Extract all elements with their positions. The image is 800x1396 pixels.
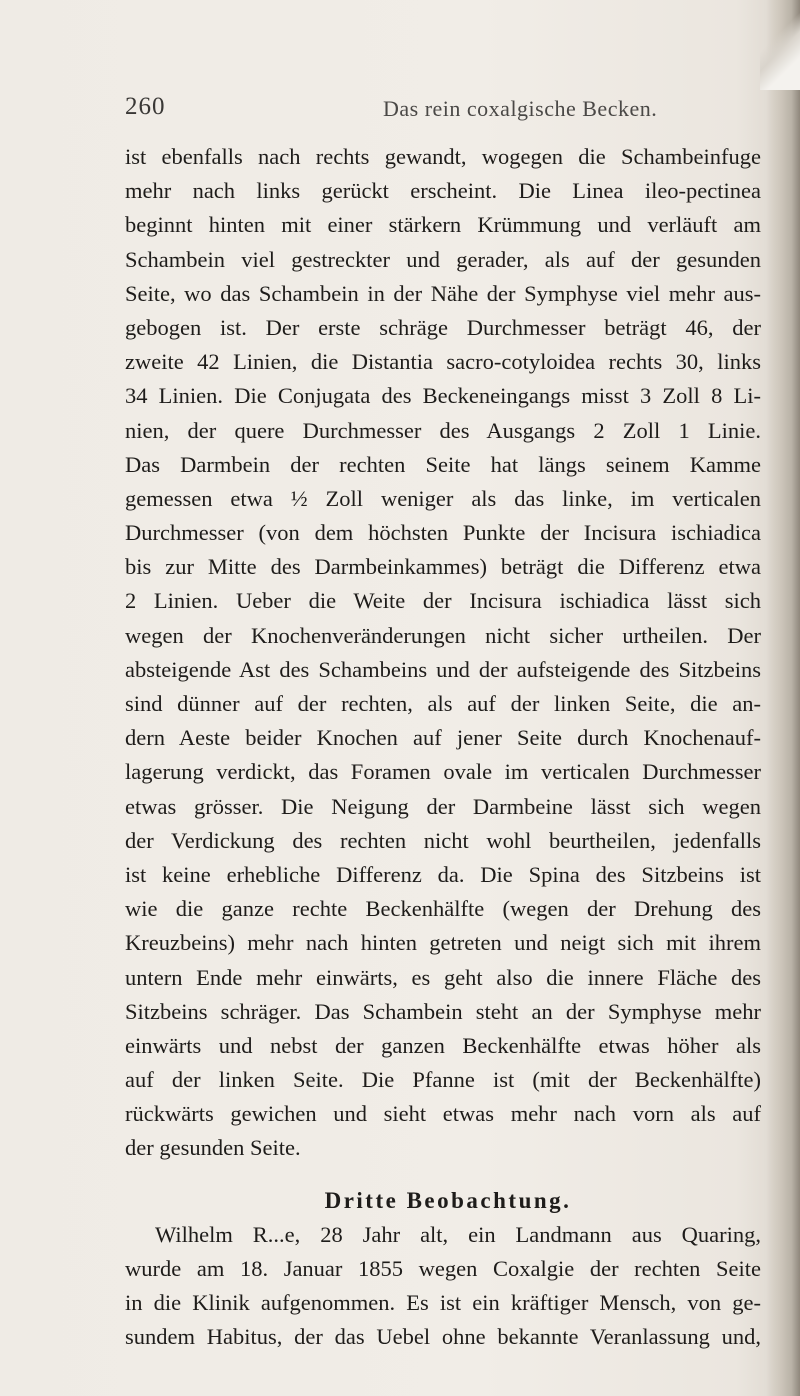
running-title: Das rein coxalgische Becken. — [383, 96, 658, 121]
text-line: nien, der quere Durchmesser des Ausgangs 2 Zoll 1 Linie. — [125, 417, 761, 443]
text-line: gemessen etwa ½ Zoll weniger als das linke, im verticalen — [125, 485, 761, 511]
text-line: Sitzbeins schräger. Das Schambein steht an der Symphyse mehr — [125, 998, 761, 1024]
paragraph-1 — [125, 140, 761, 1166]
text-line: Das Darmbein der rechten Seite hat längs seinem Kamme — [125, 451, 761, 477]
text-line: rückwärts gewichen und sieht etwas mehr nach vorn als auf — [125, 1101, 761, 1127]
text-line: wegen der Knochenveränderungen nicht sicher urtheilen. Der — [125, 622, 761, 648]
text-line: etwas grösser. Die Neigung der Darmbeine lässt sich wegen — [125, 793, 761, 819]
text-line: Durchmesser (von dem höchsten Punkte der Incisura ischiadica — [125, 520, 761, 546]
text-line: der Verdickung des rechten nicht wohl beurtheilen, jedenfalls — [125, 827, 761, 853]
page-edge-shadow — [766, 0, 800, 1396]
text-line: sundem Habitus, der das Uebel ohne bekannte Veranlassung und, — [125, 1324, 761, 1350]
text-line: einwärts und nebst der ganzen Beckenhälfte etwas höher als — [125, 1032, 761, 1058]
text-line: Schambein viel gestreckter und gerader, als auf der gesunden — [125, 246, 761, 272]
text-line: wurde am 18. Januar 1855 wegen Coxalgie der rechten Seite — [125, 1256, 761, 1281]
text-line: lagerung verdickt, das Foramen ovale im verticalen Durchmesser — [125, 759, 761, 785]
page-header — [125, 93, 725, 133]
text-line: Kreuzbeins) mehr nach hinten getreten und neigt sich mit ihrem — [125, 930, 761, 956]
text-line: beginnt hinten mit einer stärkern Krümmung und verläuft am — [125, 212, 761, 238]
text-line: sind dünner auf der rechten, als auf der linken Seite, die an- — [125, 691, 761, 716]
text-line: gebogen ist. Der erste schräge Durchmesser beträgt 46, der — [125, 314, 761, 340]
text-line: bis zur Mitte des Darmbeinkammes) beträgt die Differenz etwa — [125, 554, 761, 580]
text-line: zweite 42 Linien, die Distantia sacro-cotyloidea rechts 30, links — [125, 349, 761, 375]
text-line: Seite, wo das Schambein in der Nähe der Symphyse viel mehr aus- — [125, 280, 761, 306]
text-line: ist keine erhebliche Differenz da. Die Spina des Sitzbeins ist — [125, 861, 761, 887]
text-line: wie die ganze rechte Beckenhälfte (wegen der Drehung des — [125, 896, 761, 922]
page-number: 260 — [125, 93, 166, 120]
text-line: 34 Linien. Die Conjugata des Beckeneingangs misst 3 Zoll 8 Li- — [125, 383, 761, 409]
text-line: mehr nach links gerückt erscheint. Die Linea ileo-pectinea — [125, 178, 761, 204]
section-heading: Dritte Beobachtung. — [324, 1187, 572, 1213]
text-line: untern Ende mehr einwärts, es geht also die innere Fläche des — [125, 964, 761, 990]
text-line: auf der linken Seite. Die Pfanne ist (mit der Beckenhälfte) — [125, 1067, 761, 1093]
text-line: Wilhelm R...e, 28 Jahr alt, ein Landmann aus Quaring, — [155, 1221, 761, 1247]
text-line: absteigende Ast des Schambeins und der aufsteigende des Sitzbeins — [125, 656, 761, 682]
text-line: der gesunden Seite. — [125, 1135, 301, 1161]
text-line: ist ebenfalls nach rechts gewandt, wogegen die Schambeinfuge — [125, 144, 761, 169]
paragraph-2 — [125, 1218, 761, 1355]
text-line: in die Klinik aufgenommen. Es ist ein kräftiger Mensch, von ge- — [125, 1290, 761, 1316]
text-line: 2 Linien. Ueber die Weite der Incisura ischiadica lässt sich — [125, 588, 761, 614]
text-line: dern Aeste beider Knochen auf jener Seite durch Knochenauf- — [125, 725, 761, 751]
body-text — [125, 140, 761, 1355]
page-corner-fold — [760, 0, 800, 90]
